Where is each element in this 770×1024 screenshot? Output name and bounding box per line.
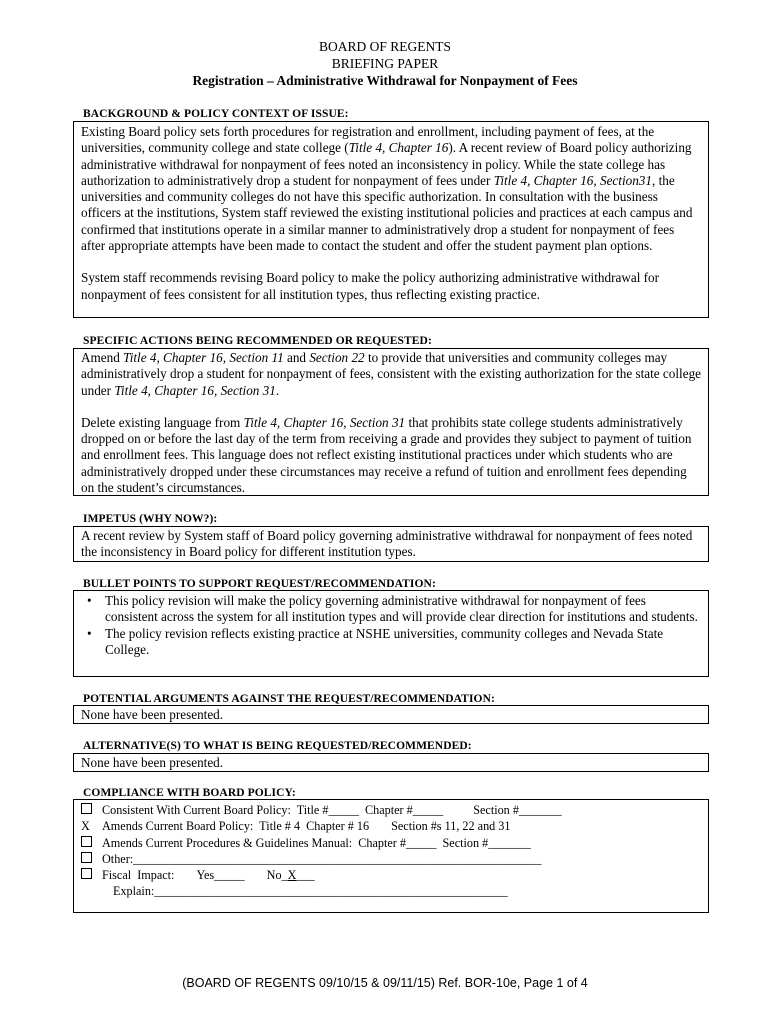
section-box-compliance	[73, 799, 709, 913]
section-box-arguments	[73, 705, 709, 724]
section-label-alternatives: ALTERNATIVE(S) TO WHAT IS BEING REQUESTED/RECOMMENDED:	[83, 740, 472, 752]
section-box-background	[73, 121, 709, 318]
bullet-item: • This policy revision will make the policy governing administrative withdrawal for nonpayment of fees consistent across the system for all institution types and will provide clear direction for institutions and students.	[87, 593, 698, 625]
bullet-item: • The policy revision reflects existing practice at NSHE universities, community colleges and Nevada State College.	[87, 625, 664, 657]
section-label-bullets: BULLET POINTS TO SUPPORT REQUEST/RECOMMENDATION:	[83, 578, 436, 590]
section-box-impetus	[73, 526, 709, 562]
bullet-dot-icon: •	[87, 593, 92, 608]
compliance-row-explain: Explain:__________________________________________________________	[113, 884, 508, 899]
compliance-row-amends-manual: Amends Current Procedures & Guidelines Manual: Chapter #_____ Section #_______	[81, 835, 701, 851]
section-label-actions: SPECIFIC ACTIONS BEING RECOMMENDED OR REQUESTED:	[83, 335, 432, 347]
section-label-background: BACKGROUND & POLICY CONTEXT OF ISSUE:	[83, 108, 349, 120]
checkbox-other[interactable]	[81, 852, 92, 863]
checkbox-consistent[interactable]	[81, 803, 92, 814]
fiscal-impact-no-mark: X	[287, 868, 297, 883]
actions-paragraph-1: Amend Title 4, Chapter 16, Section 11 and Section 22 to provide that universities and community colleges may administratively drop a student for nonpayment of fees, consistent with the existing authorization for the state college under Title 4, Chapter 16, Section 31.	[81, 350, 702, 398]
section-box-bullets	[73, 590, 709, 677]
page-footer: (BOARD OF REGENTS 09/10/15 & 09/11/15) Ref. BOR-10e, Page 1 of 4	[182, 976, 588, 990]
section-box-actions	[73, 348, 709, 496]
checkbox-amends-manual[interactable]	[81, 836, 92, 847]
bullet-list	[81, 593, 701, 658]
compliance-row-other: Other:___________________________________________________________________	[81, 851, 701, 867]
arguments-text: None have been presented.	[81, 707, 224, 722]
actions-paragraph-2: Delete existing language from Title 4, Chapter 16, Section 31 that prohibits state college students administratively dropped on or before the last day of the term from receiving a grade and provides they subject to payment of tuition and enrollment fees. This language does not reflect existing institutional practices under which students who are administratively dropped under these circumstances may receive a refund of tuition and enrollment fees depending on the student’s circumstances.	[81, 414, 692, 496]
compliance-row-amends-policy: X Amends Current Board Policy: Title # 4 Chapter # 16 Section #s 11, 22 and 31	[81, 819, 511, 834]
header-line-briefing: BRIEFING PAPER	[331, 56, 439, 71]
header-line-board: BOARD OF REGENTS	[318, 39, 451, 54]
compliance-row-consistent: Consistent With Current Board Policy: Title #_____ Chapter #_____ Section #_______	[81, 802, 701, 818]
section-box-alternatives	[73, 753, 709, 772]
document-title: Registration – Administrative Withdrawal for Nonpayment of Fees	[192, 73, 578, 88]
compliance-row-fiscal-impact: Fiscal Impact: Yes_____ No_X___	[81, 867, 701, 883]
checkmark-amends-policy[interactable]: X	[81, 819, 90, 834]
bullet-dot-icon: •	[87, 625, 92, 641]
background-paragraph-1: Existing Board policy sets forth procedures for registration and enrollment, including payment of fees, at the universities, community college and state college (Title 4, Chapter 16). A recent review of Board policy authorizing administrative withdrawal for nonpayment of fees noted an inconsistency in policy. While the state college has authorization to administratively drop a student for nonpayment of fees under Title 4, Chapter 16, Section31, the universities and community colleges do not have this specific authorization. In consultation with the business officers at the institutions, System staff reviewed the existing institutional policies and practices at each campus and confirmed that institutions operate in a similar manner to administratively drop a student for nonpayment of fees after appropriate attempts have been made to contact the student and offer the student payment plan options.	[81, 124, 693, 254]
checkbox-fiscal-impact[interactable]	[81, 868, 92, 879]
section-label-compliance: COMPLIANCE WITH BOARD POLICY:	[83, 787, 296, 799]
background-paragraph-2: System staff recommends revising Board policy to make the policy authorizing administrative withdrawal for nonpayment of fees consistent for all institution types, thus reflecting existing practice.	[81, 270, 660, 302]
section-label-impetus: IMPETUS (WHY NOW?):	[83, 513, 218, 525]
impetus-text: A recent review by System staff of Board policy governing administrative withdrawal for nonpayment of fees noted the inconsistency in Board policy for different institution types.	[81, 528, 693, 560]
section-label-arguments: POTENTIAL ARGUMENTS AGAINST THE REQUEST/RECOMMENDATION:	[83, 693, 495, 705]
alternatives-text: None have been presented.	[81, 755, 224, 770]
